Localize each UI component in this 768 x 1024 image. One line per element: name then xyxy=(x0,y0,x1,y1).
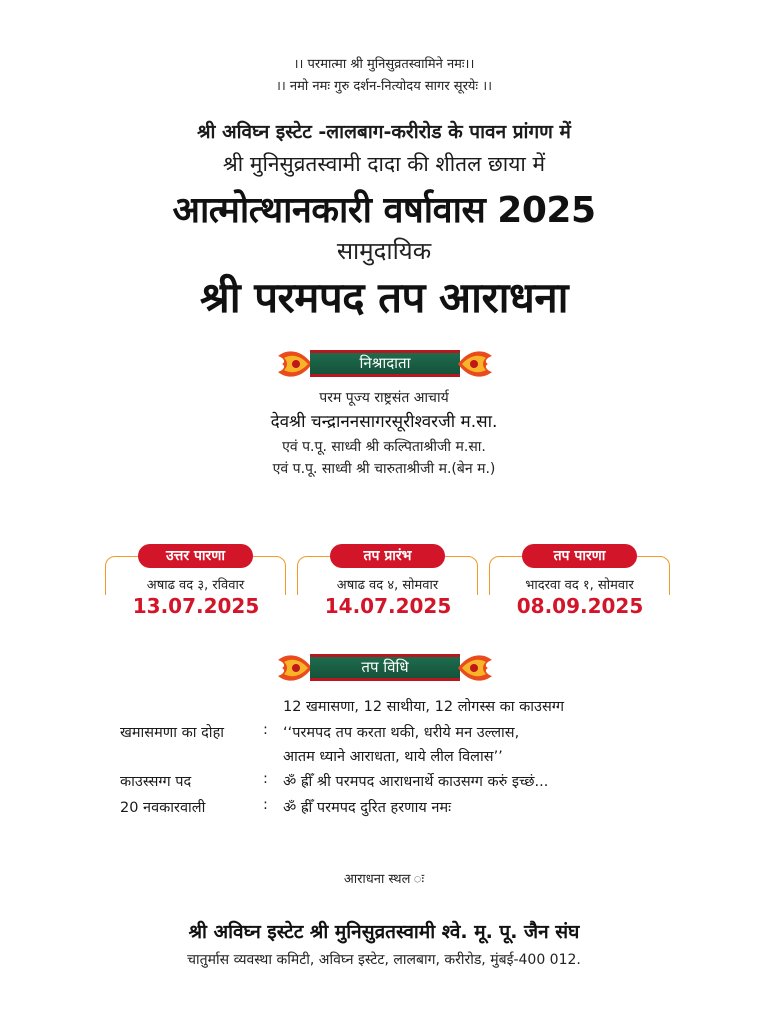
nishradata-line-2: एवं प.पू. साध्वी श्री कल्पिताश्रीजी म.सा. xyxy=(282,439,486,455)
vidhi-row-value: ‘‘परमपद तप करता थकी, धरीये मन उल्लास, xyxy=(283,725,520,741)
vidhi-row xyxy=(0,771,768,791)
date-card-tap-prarambh xyxy=(297,548,478,618)
ornament-right-icon xyxy=(456,344,496,384)
vidhi-row-label: खमासमणा का दोहा xyxy=(120,725,225,741)
date-card-label: तप पारणा xyxy=(522,544,637,568)
venue-label: आराधना स्थल ः xyxy=(343,872,425,887)
nishradata-line-3: एवं प.पू. साध्वी श्री चारुताश्रीजी म.(बेन म.) xyxy=(272,461,496,477)
subtitle: सामुदायिक xyxy=(336,237,432,265)
main-title: श्री परमपद तप आराधना xyxy=(199,273,569,322)
ornament-left-icon xyxy=(274,648,314,688)
page-title: आत्मोत्थानकारी वर्षावास 2025 xyxy=(172,190,596,231)
vidhi-row xyxy=(0,746,768,766)
ornament-right-icon xyxy=(456,648,496,688)
venue-name: श्री अविघ्न इस्टेट श्री मुनिसुव्रतस्वामी श्वे. मू. पू. जैन संघ xyxy=(188,921,580,943)
vidhi-row-label: 20 नवकारवाली xyxy=(120,800,206,816)
vidhi-row-value: ॐ ह्रीँ श्री परमपद आराधनार्थे काउसग्ग करुं इच्छं... xyxy=(283,774,549,790)
tap-vidhi-banner-label: तप विधि xyxy=(361,658,409,676)
nishradata-line-1: परम पूज्य राष्ट्रसंत आचार्य xyxy=(319,390,449,406)
tap-vidhi-banner xyxy=(274,648,496,688)
vidhi-intro: 12 खमासणा, 12 साथीया, 12 लोगस्स का काउसग्ग xyxy=(283,699,565,715)
venue-address: चातुर्मास व्यवस्था कमिटी, अविघ्न इस्टेट, लालबाग, करीरोड, मुंबई-400 012. xyxy=(187,952,581,968)
date-card-date: 13.07.2025 xyxy=(96,595,296,617)
date-card-tap-parna xyxy=(489,548,670,618)
ornament-left-icon xyxy=(274,344,314,384)
vidhi-row-label: काउस्सग्ग पद xyxy=(120,774,192,790)
header-line-1: श्री अविघ्न इस्टेट -लालबाग-करीरोड के पावन प्रांगण में xyxy=(197,121,571,143)
date-card-uttar-parna xyxy=(105,548,286,618)
date-card-date: 08.09.2025 xyxy=(480,595,680,617)
vidhi-row xyxy=(0,797,768,817)
acharya-name: देवश्री चन्द्राननसागरसूरीश्वरजी म.सा. xyxy=(270,412,498,432)
nishradata-banner xyxy=(274,344,496,384)
date-card-date: 14.07.2025 xyxy=(288,595,488,617)
date-card-day: भादरवा वद १, सोमवार xyxy=(525,578,634,593)
nishradata-banner-label: निश्रादाता xyxy=(359,354,411,372)
date-card-day: अषाढ वद ३, रविवार xyxy=(146,578,245,593)
vidhi-row-value: ॐ ह्रीँ परमपद दुरित हरणाय नमः xyxy=(283,800,452,816)
vidhi-row-colon: : xyxy=(263,771,268,787)
mantra-line-2: ।। नमो नमः गुरु दर्शन-नित्योदय सागर सूरयेः ।। xyxy=(275,79,493,94)
vidhi-row-value: आतम ध्याने आराधता, थाये लील विलास’’ xyxy=(283,749,503,765)
header-line-2: श्री मुनिसुव्रतस्वामी दादा की शीतल छाया में xyxy=(222,152,546,176)
date-card-label: उत्तर पारणा xyxy=(138,544,253,568)
date-card-day: अषाढ वद ४, सोमवार xyxy=(336,578,439,593)
vidhi-row xyxy=(0,722,768,742)
date-card-label: तप प्रारंभ xyxy=(330,544,445,568)
vidhi-row-colon: : xyxy=(263,722,268,738)
mantra-line-1: ।। परमात्मा श्री मुनिसुव्रतस्वामिने नमः।। xyxy=(293,57,475,72)
vidhi-row-colon: : xyxy=(263,797,268,813)
